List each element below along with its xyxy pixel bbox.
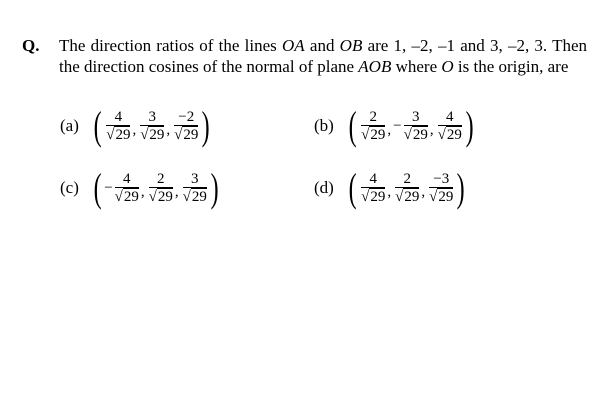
left-paren: ( bbox=[348, 103, 357, 148]
option-a[interactable] bbox=[60, 103, 213, 148]
radicand: 29 bbox=[183, 127, 199, 143]
numerator: 2 bbox=[157, 171, 165, 187]
radical-icon: √ bbox=[429, 189, 438, 205]
comma: , bbox=[387, 122, 392, 138]
numerator: 2 bbox=[369, 109, 378, 125]
question-text-part: The direction ratios of the lines bbox=[59, 36, 282, 55]
fraction bbox=[403, 109, 429, 143]
fraction bbox=[114, 171, 140, 205]
left-paren: ( bbox=[93, 165, 102, 210]
fraction bbox=[173, 109, 199, 143]
term bbox=[427, 171, 454, 205]
numerator: −2 bbox=[178, 109, 195, 125]
denominator bbox=[395, 188, 419, 205]
numerator: 2 bbox=[403, 171, 411, 187]
term bbox=[393, 171, 420, 205]
denominator bbox=[174, 126, 198, 143]
radicand: 29 bbox=[370, 189, 386, 205]
option-terms bbox=[359, 171, 454, 205]
comma: , bbox=[166, 122, 171, 138]
question-text-part: are 1, –2, –1 and 3, –2, 3. Then the direction cosines of the normal of plane bbox=[59, 36, 588, 76]
right-paren: ) bbox=[210, 165, 219, 210]
radicand: 29 bbox=[370, 127, 386, 143]
plane-aob: AOB bbox=[358, 57, 392, 76]
right-paren: ) bbox=[457, 165, 466, 210]
option-label: (a) bbox=[60, 116, 79, 135]
comma: , bbox=[429, 122, 434, 138]
numerator: 4 bbox=[369, 171, 378, 187]
term bbox=[359, 109, 386, 143]
radicand: 29 bbox=[157, 189, 173, 205]
radical-icon: √ bbox=[395, 189, 404, 205]
line-oa: OA bbox=[282, 36, 305, 55]
numerator: 4 bbox=[445, 109, 454, 125]
denominator bbox=[361, 188, 385, 205]
term bbox=[104, 109, 131, 143]
left-paren: ( bbox=[93, 103, 102, 148]
radicand: 29 bbox=[149, 127, 165, 143]
radical-icon: √ bbox=[361, 127, 370, 143]
numerator: 4 bbox=[114, 109, 123, 125]
radical-icon: √ bbox=[437, 127, 446, 143]
option-terms bbox=[359, 109, 463, 143]
radical-icon: √ bbox=[361, 189, 370, 205]
question-text-part: where bbox=[391, 57, 442, 76]
term bbox=[359, 171, 386, 205]
comma: , bbox=[421, 184, 426, 200]
denominator bbox=[429, 188, 453, 205]
comma: , bbox=[174, 184, 179, 200]
numerator: 3 bbox=[191, 171, 199, 187]
denominator bbox=[183, 188, 207, 205]
denominator bbox=[106, 126, 130, 143]
radical-icon: √ bbox=[140, 127, 149, 143]
term bbox=[104, 171, 140, 205]
denominator bbox=[140, 126, 164, 143]
radicand: 29 bbox=[446, 127, 462, 143]
comma: , bbox=[132, 122, 137, 138]
radicand: 29 bbox=[123, 189, 139, 205]
option-b[interactable] bbox=[314, 103, 476, 148]
term bbox=[181, 171, 208, 205]
radical-icon: √ bbox=[148, 189, 157, 205]
line-ob: OB bbox=[339, 36, 363, 55]
question-text-part: is the origin, are bbox=[453, 57, 569, 76]
left-paren: ( bbox=[348, 165, 357, 210]
radical-icon: √ bbox=[174, 127, 183, 143]
term bbox=[138, 109, 165, 143]
denominator bbox=[149, 188, 173, 205]
fraction bbox=[105, 109, 131, 143]
option-label: (c) bbox=[60, 178, 79, 197]
denominator bbox=[438, 126, 462, 143]
numerator: 3 bbox=[411, 109, 420, 125]
term bbox=[436, 109, 463, 143]
denominator bbox=[361, 126, 385, 143]
option-terms bbox=[104, 109, 199, 143]
option-label: (d) bbox=[314, 178, 334, 197]
right-paren: ) bbox=[202, 103, 211, 148]
question-label: Q. bbox=[22, 36, 40, 55]
fraction bbox=[360, 109, 386, 143]
term bbox=[393, 109, 429, 143]
radicand: 29 bbox=[412, 127, 428, 143]
fraction bbox=[437, 109, 463, 143]
radical-icon: √ bbox=[403, 127, 412, 143]
right-paren: ) bbox=[465, 103, 474, 148]
radicand: 29 bbox=[404, 189, 420, 205]
numerator: −3 bbox=[433, 171, 450, 187]
question-text bbox=[59, 35, 587, 77]
fraction bbox=[139, 109, 165, 143]
fraction bbox=[394, 171, 420, 205]
numerator: 3 bbox=[148, 109, 157, 125]
term bbox=[172, 109, 199, 143]
term-sign: − bbox=[104, 179, 113, 196]
radical-icon: √ bbox=[182, 189, 191, 205]
fraction bbox=[428, 171, 454, 205]
radical-icon: √ bbox=[114, 189, 123, 205]
numerator: 4 bbox=[123, 171, 131, 187]
term-sign: − bbox=[393, 117, 402, 134]
denominator bbox=[115, 188, 139, 205]
option-d[interactable] bbox=[314, 165, 468, 210]
fraction bbox=[360, 171, 386, 205]
question-text-part: and bbox=[304, 36, 340, 55]
option-c[interactable] bbox=[60, 165, 221, 210]
radicand: 29 bbox=[115, 127, 131, 143]
option-label: (b) bbox=[314, 116, 334, 135]
option-terms bbox=[104, 171, 208, 205]
origin-o: O bbox=[441, 57, 454, 76]
comma: , bbox=[140, 184, 145, 200]
term bbox=[147, 171, 174, 205]
radicand: 29 bbox=[438, 189, 454, 205]
fraction bbox=[182, 171, 208, 205]
comma: , bbox=[387, 184, 392, 200]
denominator bbox=[404, 126, 428, 143]
fraction bbox=[148, 171, 174, 205]
radical-icon: √ bbox=[106, 127, 115, 143]
radicand: 29 bbox=[191, 189, 207, 205]
